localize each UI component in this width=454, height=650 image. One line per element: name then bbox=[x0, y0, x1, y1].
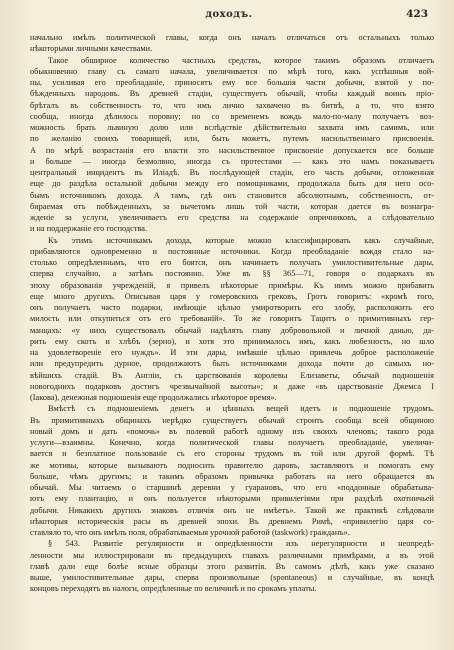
text-line: и на поддержаніе его господства. bbox=[30, 224, 148, 234]
text-line: милость или откупиться отъ его требованій». То же говоритъ Тацитъ о примитивныхъ гер- bbox=[30, 314, 434, 324]
paragraph bbox=[30, 32, 434, 55]
text-line: и больше — иногда безмолвно, иногда съ протестами — какъ это намъ показываетъ bbox=[30, 156, 434, 166]
text-line: эпоху образованія учрежденій, я привелъ нѣкоторые примѣры. Къ нимъ можно прибавить bbox=[30, 280, 434, 290]
text-line: обычай. Мы читаемъ о старшинѣ деревни у гуарановъ, что его «поддонные обрабатыва- bbox=[30, 483, 434, 492]
text-line: больше, чѣмъ другимъ; и такимъ образомъ привычка работать на него обращается въ bbox=[30, 471, 434, 481]
paragraph bbox=[30, 55, 434, 235]
text-line: сперва случайно, а затѣмъ постоянно. Уже въ §§ 365—71, говоря о подаркахъ въ bbox=[30, 269, 434, 279]
page-number: 423 bbox=[406, 8, 428, 20]
text-line: по желанію своихъ товарищей, или, быть можетъ, путемъ насильственнаго присвоенія. bbox=[30, 134, 434, 144]
text-line: еще много другихъ. Описывая царя у гомеровскихъ грековъ, Гротъ говоритъ: «кромѣ того, bbox=[30, 291, 434, 301]
text-line: Такое обширное количество частныхъ средствъ, которое такимъ образомъ отличаетъ bbox=[48, 55, 434, 65]
text-line: Къ этимъ источникамъ дохода, которые можно классифицировать какъ случайные, bbox=[48, 235, 434, 245]
text-line: начально имѣлъ политической главы, когда онъ началъ отличаться отъ остальныхъ только bbox=[30, 33, 434, 42]
text-line: бѣжденныхъ народовъ. Въ древней стадіи, существуетъ обычай, чтобы каждый воинъ пріо- bbox=[30, 89, 434, 99]
text-line: бымъ источникомъ дохода. А тамъ, гдѣ онъ становится абсолютнымъ, собственность, от- bbox=[30, 190, 434, 200]
text-line: нѣкоторыя историческія расы въ древней эпохи. Въ древнемъ Римѣ, «привилегію царя со- bbox=[30, 516, 434, 526]
text-line: § 543. Развитіе регулярности и опредѣленности изъ нерегулярности и неопредѣ- bbox=[48, 539, 434, 549]
body-text bbox=[30, 32, 434, 595]
text-line: новогоднихъ подарковъ достигъ чрезвычайной высоты»; и даже «въ царствованіе Джемса I bbox=[30, 381, 434, 391]
text-line: можность брать львиную долю или вслѣдствіе дѣйствительно захвата имъ самимъ, или bbox=[30, 123, 434, 132]
text-line: выше, умилостивительные дары, сперва произвольные (spontaneous) и случайные, въ концѣ bbox=[30, 573, 434, 582]
text-line: концовъ переходятъ въ налоги, опредѣленные по величинѣ и по срокамъ уплаты. bbox=[30, 584, 317, 594]
paragraph bbox=[30, 538, 434, 594]
text-line: А по мѣрѣ возрастанія его власти это насильственное присвоеніе допускается все больше bbox=[30, 145, 434, 155]
paragraph bbox=[30, 403, 434, 538]
text-line: Вмѣстѣ съ подношеніемъ денегъ и цѣнныхъ вещей идетъ и подношеніе трудомъ. bbox=[48, 404, 434, 414]
text-line: Въ примитивныхъ общинахъ нерѣдко существуетъ обычай строить сообща всей общиною bbox=[30, 415, 434, 425]
text-line: жденіе за услуги, увеличиваетъ его средства на содержаніе опричниковъ, а слѣдовательно bbox=[30, 213, 434, 222]
text-line: ленности мы иллюстрировали въ предыдущихъ главахъ различными примѣрами, а въ этой bbox=[30, 550, 434, 560]
text-line: столько опредѣленнымъ, что его боятся, онъ начинаетъ получать умилостивительные дары, bbox=[30, 258, 434, 267]
text-line: рить ему скотъ и хлѣбъ (зерно), и хотя это принималось имъ, какъ любезность, но шло bbox=[30, 336, 434, 346]
text-line: обыкновенно главу съ самаго начала, увеличивается по мѣрѣ того, какъ успѣшныя вой- bbox=[30, 66, 434, 76]
text-line: главѣ дали еще болѣе ясные образцы этого развитія. Въ самомъ дѣлѣ, какъ уже сказано bbox=[30, 561, 434, 571]
text-line: вается и безплатное пользованіе съ его стороны трудомъ въ той или другой формѣ. Тѣ bbox=[30, 449, 434, 459]
text-line: ставляло то, что онъ имѣлъ поля, обрабатываемыя урочной работой (taskwork) гражданъ». bbox=[30, 528, 350, 537]
text-line: на удовлетвореніе его нуждъ». И эти дары, имѣвшіе цѣлью привлечь доброе расположеніе bbox=[30, 348, 434, 357]
text-line: добычи. Никакихъ другихъ знаковъ отличія онъ не имѣетъ». Такой же практикѣ слѣдовали bbox=[30, 505, 434, 515]
text-line: новый домъ и дать «помочь» въ полевой работѣ одному изъ своихъ членовъ; такого рода bbox=[30, 426, 434, 436]
text-line: онъ получаетъ часто подарки, имѣющіе цѣлью умиротворить его злобу, расположить его bbox=[30, 303, 434, 312]
text-line: манцахъ: «у нихъ существовалъ обычай надѣлять главу добровольной и личной данью, да- bbox=[30, 325, 434, 335]
text-line: ютъ ему плантацію, и онъ пользуется нѣкоторыми привилегіями при раздѣлѣ охотничьей bbox=[30, 494, 434, 504]
text-line: или предупредить дурное, продолжаютъ быть источниками дохода почти до самыхъ но- bbox=[30, 359, 434, 369]
text-line: услуги—взаимны. Конечно, когда политической главы получаетъ преобладаніе, увеличи- bbox=[30, 438, 434, 447]
text-line: брѣталъ въ собственность то, что имъ лично захвачено въ битвѣ, а то, что взято bbox=[30, 100, 434, 110]
text-line: же мотивы, которые вызываютъ подносить правителю даровъ, заставляютъ и помогать ему bbox=[30, 460, 434, 470]
text-line: нѣкоторыми личными качествами. bbox=[30, 44, 153, 54]
text-line: бираемая отъ побѣжденныхъ, за вычетомъ лишь той части, которая дается въ вознагра- bbox=[30, 201, 434, 211]
running-title: доходъ. bbox=[205, 9, 253, 20]
text-line: прибавляются одновременно и постоянные источники. Когда преобладаніе вождя стало на- bbox=[30, 246, 434, 256]
paragraph bbox=[30, 235, 434, 404]
page-header bbox=[30, 9, 428, 23]
text-line: еще до раздѣла остальной добычи между его помощниками, продолжала быть для него осо- bbox=[30, 179, 434, 189]
text-line: вѣйшихъ стадій. Въ Англіи, съ царствованія королевы Елизаветы, обычай подношенія bbox=[30, 370, 434, 380]
text-line: центральный инцидентъ въ Иліадѣ. Въ послѣдующей стадіи, его часть добычи, отложенная bbox=[30, 168, 434, 177]
text-line: (Іакова), денежныя подношенія еще продолжались нѣкоторое время». bbox=[30, 393, 277, 402]
text-line: сообща, иногда дѣлилось поровну; но со временемъ вождь мало-по-малу получаетъ воз- bbox=[30, 111, 434, 121]
text-line: ны, усиливая его преобладаніе, приносятъ ему все большія части добычи, взятой у по- bbox=[30, 78, 434, 87]
